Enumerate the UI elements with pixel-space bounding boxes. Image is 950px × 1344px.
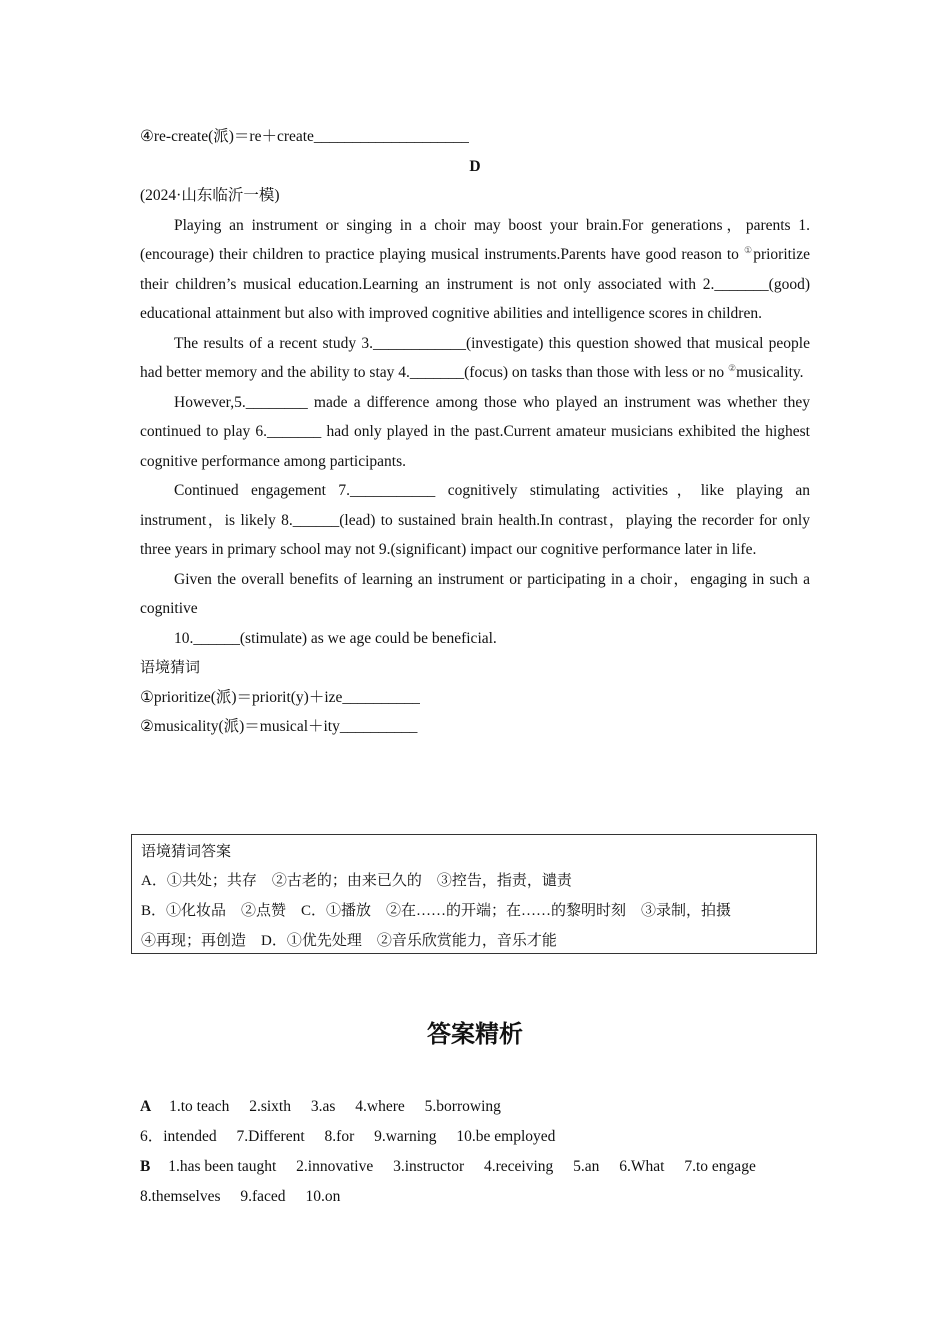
answer-item: 6.What bbox=[619, 1158, 665, 1175]
passage-paragraph-2 bbox=[140, 329, 810, 388]
answer-line-a1 bbox=[140, 1092, 810, 1122]
paragraph-text: The results of a recent study 3.____________(investigate) this question showed that musical people had better memory and the ability to stay 4._______(focus) on tasks than those with less or no bbox=[140, 334, 810, 381]
section-letter: D bbox=[469, 157, 481, 175]
answer-key bbox=[140, 1092, 810, 1212]
answer-item: 10.on bbox=[305, 1188, 341, 1205]
answer-item: 3.as bbox=[310, 1098, 336, 1115]
answer-item: 7.to engage bbox=[684, 1158, 756, 1175]
answer-item: 8.for bbox=[324, 1128, 355, 1145]
guess-item: ①prioritize(派)＝priorit(y)＋ize__________ bbox=[140, 688, 420, 706]
answer-item: 5.an bbox=[573, 1158, 600, 1175]
answer-item: 6．intended bbox=[140, 1128, 217, 1145]
answer-box bbox=[131, 834, 817, 954]
answer-item: 4.receiving bbox=[483, 1158, 554, 1175]
passage-paragraph-4: Continued engagement 7.___________ cognitively stimulating activities，like playing an instrument，is likely 8.______(lead) to sustained brain health.In contrast，playing the recorder for only three years in primary school may not 9.(significant) impact our cognitive performance later in life. bbox=[140, 482, 810, 558]
passage-paragraph-6: 10.______(stimulate) as we age could be beneficial. bbox=[174, 629, 497, 647]
guess-item: ②musicality(派)＝musical＋ity__________ bbox=[140, 718, 418, 735]
answer-box-row: A．①共处；共存 ②古老的；由来已久的 ③控告，指责，谴责 bbox=[141, 873, 572, 889]
guess-heading: 语境猜词 bbox=[140, 658, 201, 676]
paragraph-text: prioritize their children’s musical education.Learning an instrument is not only associated with 2._______(good) educational attainment but also with improved cognitive abilities and intelligence scores in children. bbox=[140, 246, 810, 322]
answer-box-row: ④再现；再创造 D．①优先处理 ②音乐欣赏能力，音乐才能 bbox=[141, 933, 557, 949]
paragraph-text: musicality. bbox=[736, 364, 804, 381]
passage-paragraph-3: However,5.________ made a difference among those who played an instrument was whether they continued to play 6._______ had only played in the past.Current amateur musicians exhibited the highest cognitive performance among participants. bbox=[140, 393, 810, 470]
answer-box-row: B．①化妆品 ②点赞 C．①播放 ②在……的开端；在……的黎明时刻 ③录制，拍摄 bbox=[141, 903, 732, 919]
answers-title: 答案精析 bbox=[427, 1020, 523, 1048]
passage-paragraph-1 bbox=[140, 211, 810, 329]
answer-section-label: B bbox=[140, 1158, 151, 1175]
answer-line-b2 bbox=[140, 1182, 810, 1212]
answer-item: 5.borrowing bbox=[424, 1098, 501, 1115]
answer-box-title: 语境猜词答案 bbox=[141, 842, 232, 860]
footnote-marker: ① bbox=[743, 244, 754, 255]
word-formation-item: ④re-create(派)＝re＋create____________________ bbox=[140, 128, 469, 145]
answer-item: 8.themselves bbox=[140, 1188, 221, 1205]
answer-item: 9.faced bbox=[240, 1188, 286, 1205]
answer-item: 2.sixth bbox=[249, 1098, 291, 1115]
answer-item: 1.has been taught bbox=[168, 1158, 277, 1175]
answer-item: 10.be employed bbox=[456, 1128, 556, 1145]
source-note: (2024·山东临沂一模) bbox=[140, 187, 280, 204]
passage-paragraph-5: Given the overall benefits of learning an instrument or participating in a choir，engaging in such a cognitive bbox=[140, 570, 810, 617]
answer-item: 2.innovative bbox=[296, 1158, 374, 1175]
answer-item: 1.to teach bbox=[169, 1098, 230, 1115]
answer-item: 7.Different bbox=[236, 1128, 305, 1145]
worksheet-body bbox=[140, 122, 810, 742]
paragraph-text: Playing an instrument or singing in a choir may boost your brain.For generations，parents 1.(encourage) their children to practice playing musical instruments.Parents have good reason to bbox=[140, 216, 810, 263]
answer-item: 4.where bbox=[355, 1098, 405, 1115]
answer-item: 3.instructor bbox=[393, 1158, 465, 1175]
answer-item: 9.warning bbox=[374, 1128, 437, 1145]
answer-line-a2 bbox=[140, 1122, 810, 1152]
answer-section-label: A bbox=[140, 1098, 152, 1115]
answer-line-b1 bbox=[140, 1152, 810, 1182]
footnote-marker: ② bbox=[728, 362, 737, 373]
